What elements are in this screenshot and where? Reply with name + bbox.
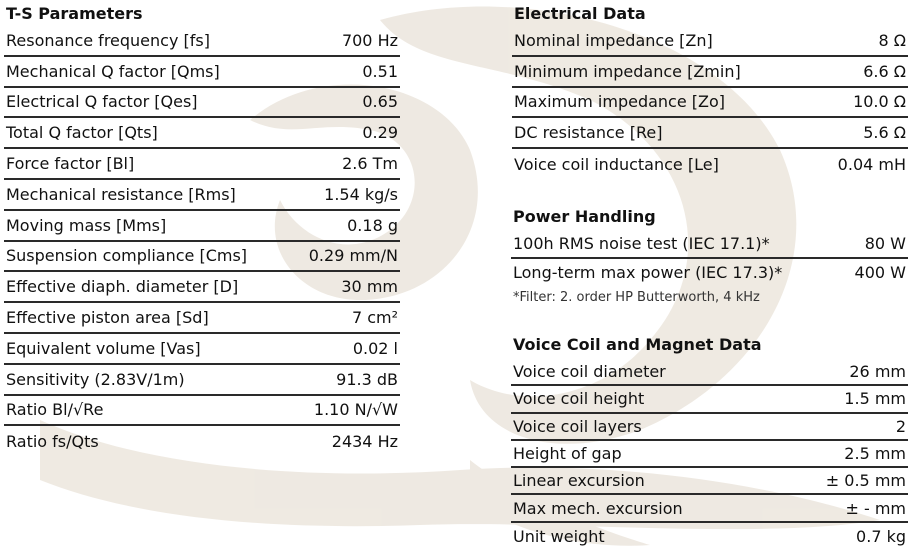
row-label: Nominal impedance [Zn] (514, 30, 713, 50)
row-label: Resonance frequency [fs] (6, 30, 210, 50)
row-value: 2.5 mm (844, 444, 906, 464)
table-row (4, 149, 400, 180)
row-value: 0.04 mH (837, 155, 906, 175)
row-label: Moving mass [Mms] (6, 215, 167, 235)
row-value: 1.54 kg/s (324, 184, 398, 204)
row-label: Force factor [Bl] (6, 154, 135, 174)
row-value: 8 Ω (878, 30, 906, 50)
table-row (4, 396, 400, 427)
row-label: Max mech. excursion (513, 498, 683, 518)
row-label: Effective diaph. diameter [D] (6, 277, 239, 297)
row-label: Total Q factor [Qts] (6, 123, 158, 143)
ts-parameters-table (4, 4, 400, 457)
row-value: 6.6 Ω (863, 61, 906, 81)
table-row (511, 523, 908, 550)
table-row (4, 26, 400, 57)
row-label: 100h RMS noise test (IEC 17.1)* (513, 234, 770, 254)
row-label: Linear excursion (513, 471, 645, 491)
row-label: Ratio fs/Qts (6, 432, 99, 452)
row-label: Height of gap (513, 444, 622, 464)
table-row (4, 211, 400, 242)
row-value: 0.65 (362, 92, 398, 112)
row-value: 400 W (854, 262, 906, 282)
table-row (512, 26, 908, 57)
power-handling-table (511, 207, 908, 305)
filter-footnote: *Filter: 2. order HP Butterworth, 4 kHz (513, 290, 760, 305)
row-label: Voice coil height (513, 389, 645, 409)
table-row (511, 495, 908, 522)
row-value: 30 mm (341, 277, 398, 297)
table-row (512, 118, 908, 149)
table-row (4, 118, 400, 149)
table-row (4, 272, 400, 303)
row-value: 2.6 Tm (342, 154, 398, 174)
table-row (512, 88, 908, 119)
row-value: 0.29 (362, 123, 398, 143)
voice-coil-magnet-title: Voice Coil and Magnet Data (513, 335, 762, 354)
table-row (512, 57, 908, 88)
row-value: 91.3 dB (336, 369, 398, 389)
row-label: Effective piston area [Sd] (6, 308, 209, 328)
row-label: Electrical Q factor [Qes] (6, 92, 198, 112)
row-label: Sensitivity (2.83V/1m) (6, 369, 185, 389)
table-row (4, 242, 400, 273)
row-label: Voice coil diameter (513, 362, 666, 382)
row-value: 26 mm (849, 362, 906, 382)
table-row (4, 88, 400, 119)
power-handling-title: Power Handling (513, 207, 656, 226)
row-label: Unit weight (513, 526, 605, 546)
row-value: 0.7 kg (856, 526, 906, 546)
voice-coil-magnet-table (511, 335, 908, 550)
row-value: 1.5 mm (844, 389, 906, 409)
table-row (511, 359, 908, 386)
row-label: Voice coil inductance [Le] (514, 155, 719, 175)
row-value: 1.10 N/√W (313, 400, 398, 420)
row-value: ± 0.5 mm (825, 471, 906, 491)
table-row (511, 468, 908, 495)
row-value: 2 (895, 416, 906, 436)
row-value: 10.0 Ω (853, 92, 906, 112)
row-label: DC resistance [Re] (514, 123, 663, 143)
row-value: 5.6 Ω (863, 123, 906, 143)
table-row (4, 426, 400, 457)
row-value: 7 cm² (351, 308, 398, 328)
row-label: Suspension compliance [Cms] (6, 246, 248, 266)
row-value: 2434 Hz (331, 432, 398, 452)
table-row (511, 231, 908, 259)
electrical-data-title: Electrical Data (514, 4, 646, 23)
table-row (512, 149, 908, 180)
row-label: Voice coil layers (513, 416, 642, 436)
table-row (511, 414, 908, 441)
table-row (511, 441, 908, 468)
row-label: Ratio Bl/√Re (6, 400, 104, 420)
row-value: 0.29 mm/N (308, 246, 398, 266)
row-label: Long-term max power (IEC 17.3)* (513, 262, 783, 282)
row-value: ± - mm (845, 498, 906, 518)
row-value: 0.02 l (352, 338, 398, 358)
row-value: 0.51 (362, 61, 398, 81)
row-label: Minimum impedance [Zmin] (514, 61, 741, 81)
table-row (4, 180, 400, 211)
row-value: 700 Hz (341, 30, 398, 50)
table-row (511, 259, 908, 287)
row-value: 0.18 g (347, 215, 398, 235)
table-row (4, 57, 400, 88)
electrical-data-table (512, 4, 908, 180)
row-label: Mechanical resistance [Rms] (6, 184, 236, 204)
row-label: Equivalent volume [Vas] (6, 338, 201, 358)
table-row (4, 365, 400, 396)
table-row (4, 303, 400, 334)
row-value: 80 W (864, 234, 906, 254)
row-label: Maximum impedance [Zo] (514, 92, 726, 112)
row-label: Mechanical Q factor [Qms] (6, 61, 220, 81)
ts-parameters-title: T-S Parameters (6, 4, 143, 23)
table-row (511, 386, 908, 413)
table-row (4, 334, 400, 365)
